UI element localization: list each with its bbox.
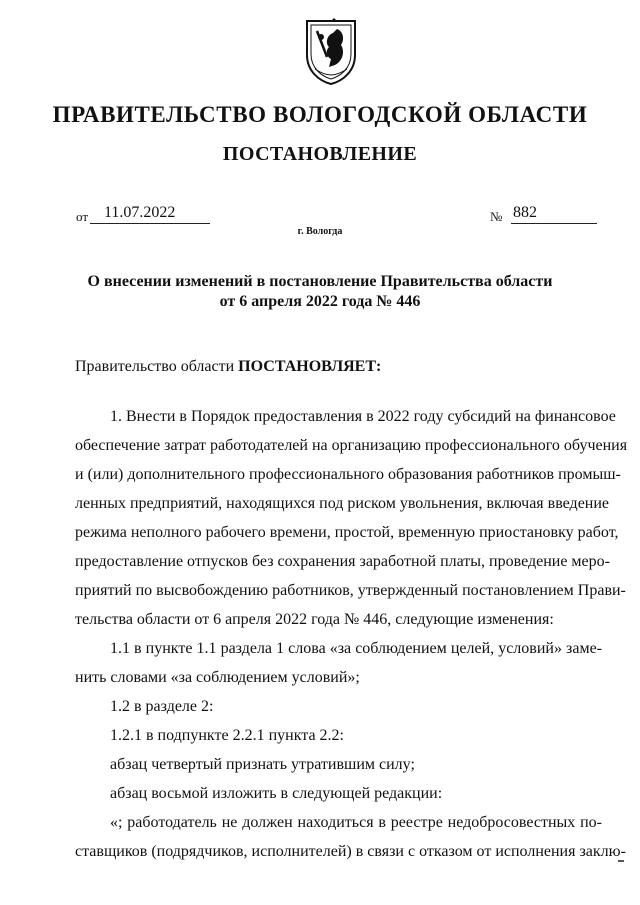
preamble xyxy=(75,358,381,376)
number-label: № xyxy=(490,209,503,224)
scan-margin-mark xyxy=(618,860,624,862)
body-line: 1.2 в разделе 2: xyxy=(110,698,214,715)
date-label: от xyxy=(76,209,89,224)
body-line: «; работодатель не должен находиться в реестре недобросовестных по- xyxy=(110,814,602,831)
body-line: и (или) дополнительного профессионального образования работников промыш- xyxy=(75,466,621,483)
document-subject xyxy=(60,272,580,312)
city-label: г. Вологда xyxy=(297,226,343,237)
subject-line: О внесении изменений в постановление Правительства области xyxy=(87,273,553,290)
document-number: 882 xyxy=(511,203,597,224)
body-line: 1.2.1 в подпункте 2.2.1 пункта 2.2: xyxy=(110,727,344,744)
coat-of-arms-emblem xyxy=(301,17,361,87)
document-body xyxy=(75,402,628,866)
body-line: 1.1 в пункте 1.1 раздела 1 слова «за соблюдением целей, условий» заме- xyxy=(110,640,602,657)
organization-title: ПРАВИТЕЛЬСТВО ВОЛОГОДСКОЙ ОБЛАСТИ xyxy=(52,102,588,127)
body-line: обеспечение затрат работодателей на организацию профессионального обучения xyxy=(75,437,628,454)
body-line: 1. Внести в Порядок предоставления в 2022 году субсидий на финансовое xyxy=(110,408,616,425)
body-line: нить словами «за соблюдением условий»; xyxy=(75,669,360,686)
body-line: абзац восьмой изложить в следующей редакции: xyxy=(110,785,443,802)
document-date: 11.07.2022 xyxy=(90,203,210,224)
subject-line: от 6 апреля 2022 года № 446 xyxy=(219,293,421,310)
body-line: режима неполного рабочего времени, простой, временную приостановку работ, xyxy=(75,524,619,541)
document-type-title: ПОСТАНОВЛЕНИЕ xyxy=(222,143,418,165)
body-line: предоставление отпусков без сохранения заработной платы, проведение меро- xyxy=(75,553,610,570)
body-line: ставщиков (подрядчиков, исполнителей) в связи с отказом от исполнения заклю- xyxy=(75,843,626,860)
preamble-emphasis: ПОСТАНОВЛЯЕТ: xyxy=(238,358,382,375)
body-line: тельства области от 6 апреля 2022 года № 446, следующие изменения: xyxy=(75,611,554,628)
body-line: абзац четвертый признать утратившим силу; xyxy=(110,756,415,773)
body-line: приятий по высвобождению работников, утвержденный постановлением Прави- xyxy=(75,582,626,599)
preamble-text: Правительство области xyxy=(75,358,239,375)
body-line: ленных предприятий, находящихся под риском увольнения, включая введение xyxy=(75,495,610,512)
